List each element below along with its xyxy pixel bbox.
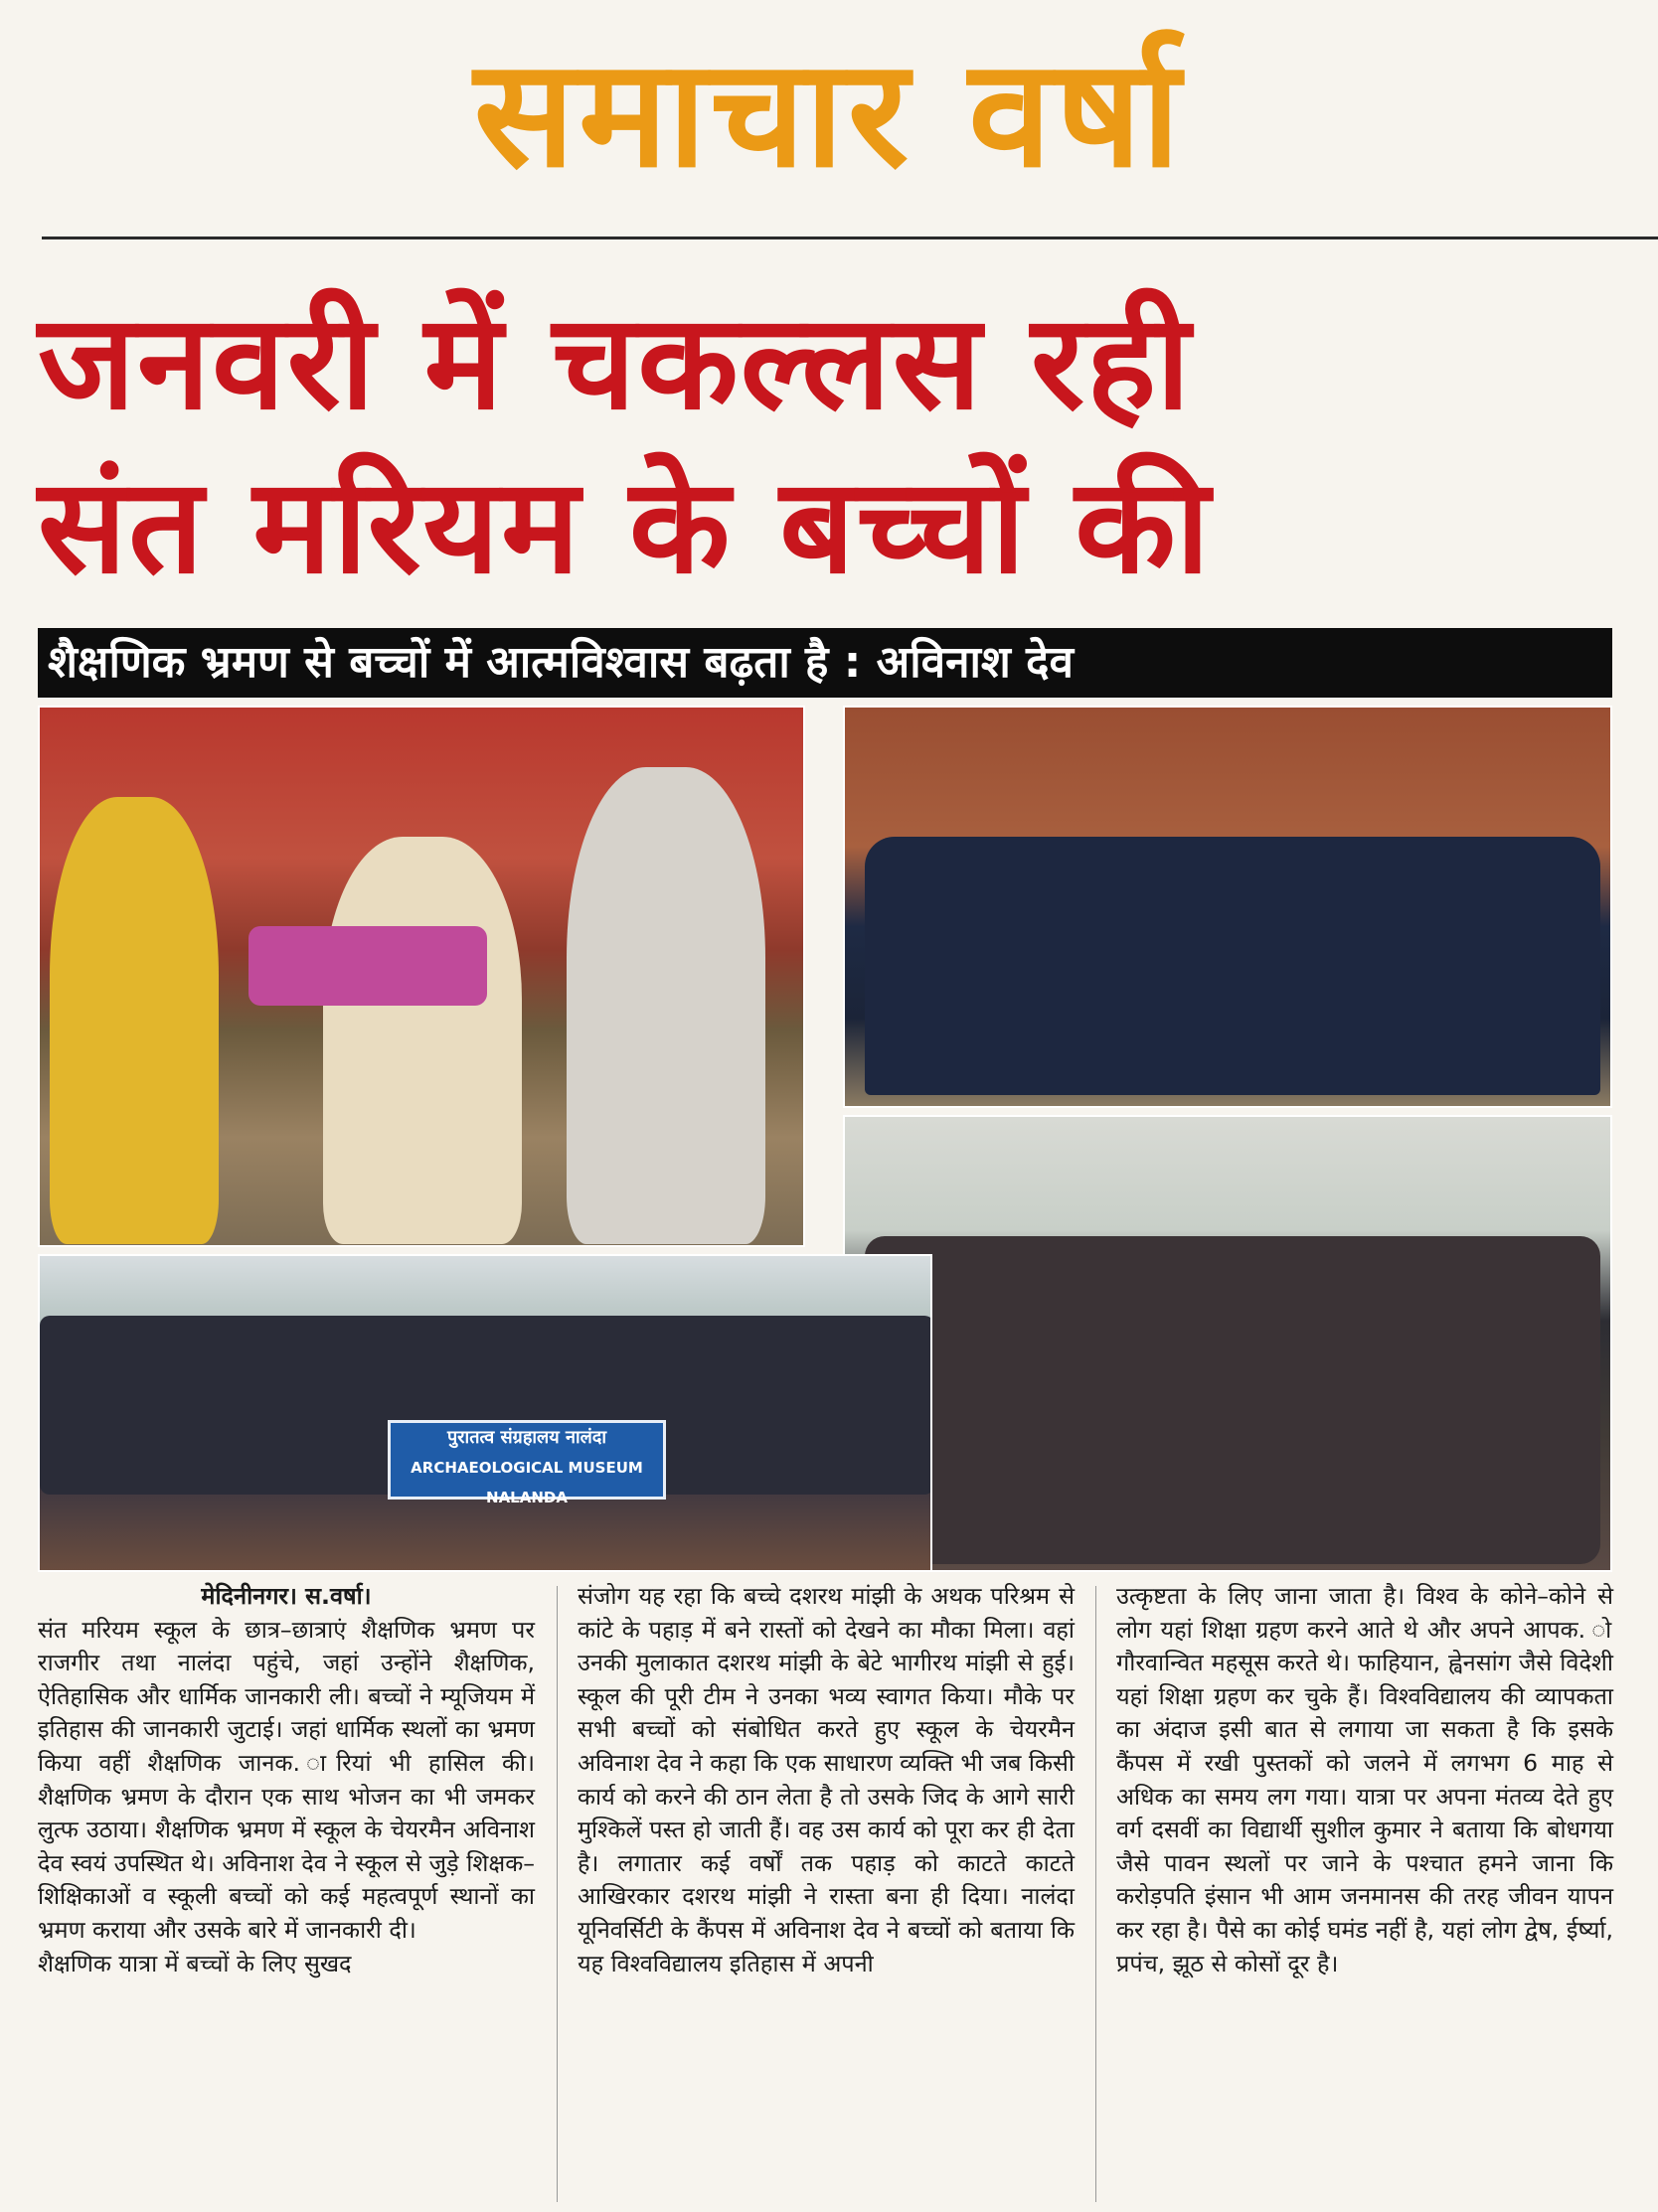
subheadline-bar: शैक्षणिक भ्रमण से बच्चों में आत्मविश्वास बढ़ता है : अविनाश देव [38,628,1612,698]
person-elder-white [323,837,522,1244]
student-group [865,837,1600,1095]
person-grey-jacket [567,767,765,1244]
headline-line-1: जनवरी में चकल्लस रही [38,286,1193,439]
article-col2-text: संजोग यह रहा कि बच्चे दशरथ मांझी के अथक परिश्रम से कांटे के पहाड़ में बने रास्तों को देखने का मौका मिला। वहां उनकी मुलाकात दशरथ मांझी के बेटे भागीरथ मांझी से हुई। स्कूल की पूरी टीम ने उनका भव्य स्वागत किया। मौके पर सभी बच्चों को संबोधित करते हुए स्कूल के चेयरमैन अविनाश देव ने कहा कि एक साधारण व्यक्ति भी जब किसी कार्य को करने की ठान लेता है तो उसके जिद के आगे सारी मुश्किलें पस्त हो जाती हैं। वह उस कार्य को पूरा कर ही देता है। लगातार कई वर्षों तक पहाड़ को काटते काटते आखिरकार दशरथ मांझी ने रास्ता बना ही दिया। नालंदा यूनिवर्सिटी के कैंपस में अविनाश देव ने बच्चों को बताया कि यह विश्वविद्यालय इतिहास में अपनी [578,1582,1075,1977]
article-column-1 [38,1580,535,1980]
person-yellow-sweater [50,797,219,1244]
headline-line-2: संत मरियम के बच्चों की [38,450,1212,603]
article-col1-tail: शैक्षणिक यात्रा में बच्चों के लिए सुखद [38,1949,352,1977]
photo-museum-group [38,1254,932,1572]
museum-sign [388,1420,666,1506]
article-col3-text: उत्कृष्टता के लिए जाना जाता है। विश्व के कोने–कोने से लोग यहां शिक्षा ग्रहण करने आते थे और अपने आपक. ो गौरवान्वित महसूस करते थे। फाहियान, ह्वेनसांग जैसे विदेशी यहां शिक्षा ग्रहण कर चुके हैं। विश्वविद्यालय की व्यापकता का अंदाज इसी बात से लगाया जा सकता है कि इसके कैंपस में रखी पुस्तकों को जलने में लगभग 6 माह से अधिक का समय लग गया। यात्रा पर अपना मंतव्य देते हुए वर्ग दसवीं का विद्यार्थी सुशील कुमार ने बताया कि बोधगया जैसे पावन स्थलों पर जाने के पश्चात हमने जाना कि करोड़पति इंसान भी आम जनमानस की तरह जीवन यापन कर रहा है। पैसे का कोई घमंड नहीं है, यहां लोग द्वेष, ईर्ष्या, प्रपंच, झूठ से कोसों दूर है। [1116,1582,1613,1977]
article-col1-text: संत मरियम स्कूल के छात्र–छात्राएं शैक्षणिक भ्रमण पर राजगीर तथा नालंदा पहुंचे, जहां उन्होंने शैक्षणिक, ऐतिहासिक और धार्मिक जानकारी ली। बच्चों ने म्यूजियम में इतिहास की जानकारी जुटाई। जहां धार्मिक स्थलों का भ्रमण किया वहीं शैक्षणिक जानक. ारियां भी हासिल की। शैक्षणिक भ्रमण के दौरान एक साथ भोजन का भी जमकर लुत्फ उठाया। शैक्षणिक भ्रमण में स्कूल के चेयरमैन अविनाश देव स्वयं उपस्थित थे। अविनाश देव ने स्कूल से जुड़े शिक्षक–शिक्षिकाओं व स्कूली बच्चों को कई महत्वपूर्ण स्थानों का भ्रमण कराया और उसके बारे में जानकारी दी। [38,1615,535,1944]
museum-sign-english: ARCHAEOLOGICAL MUSEUM NALANDA [411,1459,643,1506]
column-divider [557,1586,558,2202]
dateline: मेदिनीनगर। स.वर्षा। [201,1582,372,1610]
masthead-divider [42,237,1658,239]
photo-felicitation [38,706,805,1247]
masthead [0,0,1658,229]
photo-students-seated [843,1115,1612,1572]
article-column-3 [1116,1580,1613,1980]
gift-shawl [249,926,487,1006]
article-body [38,1580,1618,2212]
column-divider [1095,1586,1096,2202]
museum-sign-hindi: पुरातत्व संग्रहालय नालंदा [446,1427,607,1448]
masthead-title: समाचार वर्षा [473,28,1185,201]
photo-group-ruins [843,706,1612,1108]
seated-student-crowd [865,1236,1600,1564]
article-column-2 [578,1580,1075,1980]
